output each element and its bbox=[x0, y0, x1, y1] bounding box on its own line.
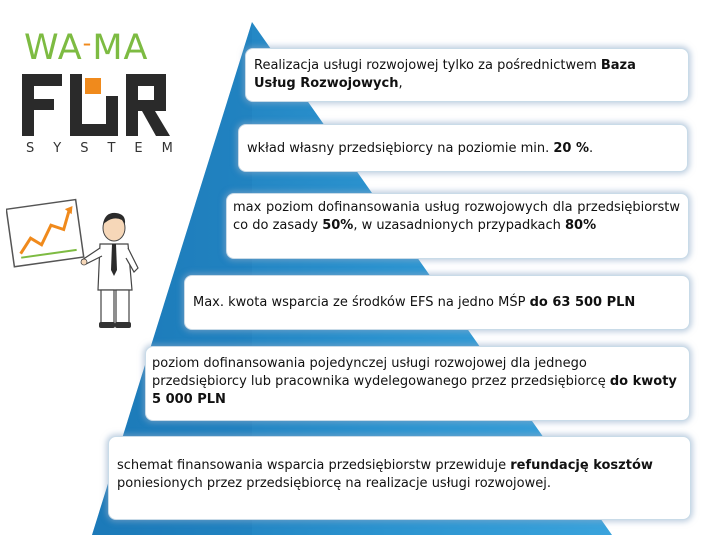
info-box-3-text: max poziom dofinansowania usług rozwojowych dla przedsiębiorstw co do zasady bbox=[233, 200, 680, 233]
info-box-1-bold: Baza Usług Rozwojowych bbox=[254, 58, 636, 91]
businessman-illustration bbox=[6, 198, 146, 333]
logo-system-text: SYSTEM bbox=[26, 141, 192, 156]
info-box-3-middle: , w uzasadnionych przypadkach bbox=[353, 218, 565, 233]
info-box-3-bold2: 80% bbox=[565, 218, 597, 233]
info-box-3 bbox=[226, 193, 689, 259]
company-logo bbox=[22, 28, 192, 158]
info-box-2 bbox=[238, 124, 688, 172]
info-box-5-text: poziom dofinansowania pojedynczej usługi rozwojowej dla jednego przedsiębiorcy lub pracownika wydelegowanego przez przedsiębiorcę bbox=[152, 356, 610, 389]
logo-fur-mark bbox=[22, 74, 172, 136]
info-box-5-bold: do kwoty 5 000 PLN bbox=[152, 374, 677, 407]
info-box-4-bold: do 63 500 PLN bbox=[529, 295, 636, 310]
info-box-4 bbox=[184, 275, 690, 330]
info-box-6-text: schemat finansowania wsparcia przedsiębiorstw przewiduje bbox=[117, 458, 511, 473]
info-box-2-tail: . bbox=[589, 141, 594, 156]
info-box-2-text: wkład własny przedsiębiorcy na poziomie min. bbox=[247, 141, 554, 156]
info-box-1 bbox=[245, 48, 689, 102]
info-box-6-bold: refundację kosztów bbox=[510, 458, 653, 473]
info-box-5 bbox=[145, 346, 690, 421]
info-box-1-text: Realizacja usługi rozwojowej tylko za pośrednictwem bbox=[254, 58, 601, 73]
logo-wama-text: WA-MA bbox=[24, 28, 149, 68]
info-box-6 bbox=[108, 436, 691, 520]
info-box-4-text: Max. kwota wsparcia ze środków EFS na jedno MŚP bbox=[193, 295, 530, 310]
info-box-1-tail: , bbox=[398, 76, 403, 91]
info-box-2-bold: 20 % bbox=[553, 141, 590, 156]
info-box-3-bold: 50% bbox=[322, 218, 354, 233]
info-box-6-tail: poniesionych przez przedsiębiorcę na realizacje usługi rozwojowej. bbox=[117, 476, 551, 491]
